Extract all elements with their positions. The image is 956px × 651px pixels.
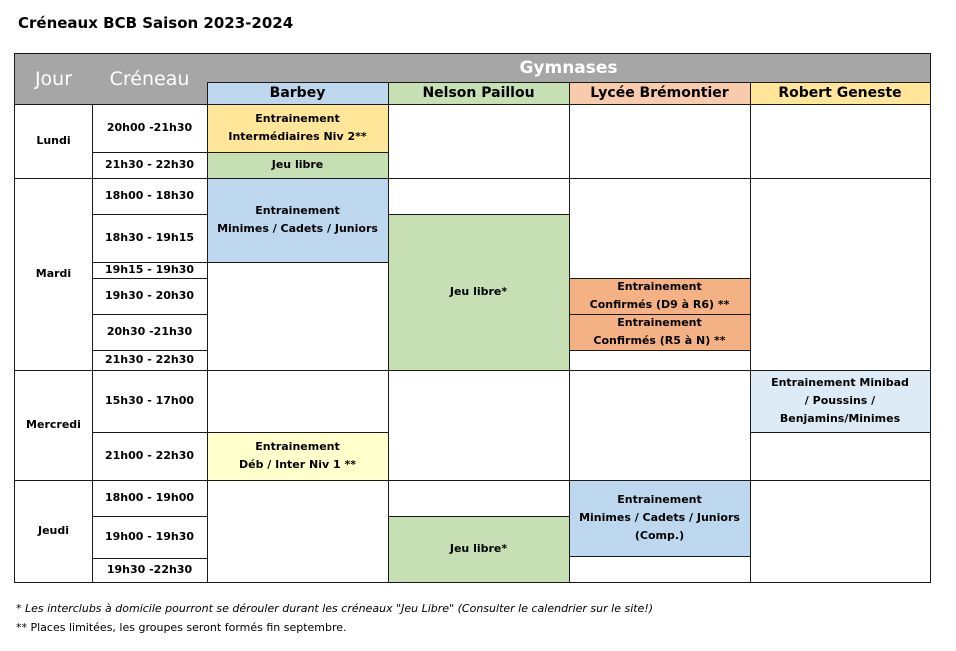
grid-line (92, 516, 207, 517)
grid-line (750, 432, 931, 433)
grid-line (388, 214, 569, 215)
grid-line (92, 104, 93, 582)
grid-line (14, 370, 931, 371)
grid-line (14, 582, 931, 583)
slot-jeudi-1: 18h00 - 19h00 (104, 491, 195, 504)
activity-jeudi-bremontier: Entrainement Minimes / Cadets / Juniors (Comp.) (569, 480, 750, 556)
grid-line (92, 432, 388, 433)
grid-line (92, 350, 207, 351)
page-title: Créneaux BCB Saison 2023-2024 (18, 14, 294, 32)
grid-line (92, 558, 207, 559)
activity-lundi-barbey-entrainement: Entrainement Intermédiaires Niv 2** (207, 104, 388, 152)
day-mardi: Mardi (35, 267, 72, 280)
slot-lundi-1: 20h00 -21h30 (106, 121, 193, 134)
header-jour: Jour (15, 54, 92, 104)
slot-mardi-5: 20h30 -21h30 (106, 325, 193, 338)
activity-jeudi-nelson: Jeu libre* (388, 516, 569, 582)
slot-lundi-2: 21h30 - 22h30 (104, 158, 195, 171)
slot-mardi-3: 19h15 - 19h30 (104, 263, 195, 276)
grid-line (14, 53, 15, 583)
slot-mardi-1: 18h00 - 18h30 (104, 189, 195, 202)
activity-mardi-nelson: Jeu libre* (388, 214, 569, 370)
activity-mercredi-geneste: Entrainement Minibad / Poussins / Benjamins/Minimes (750, 370, 930, 432)
slot-jeudi-3: 19h30 -22h30 (106, 563, 193, 576)
venue-barbey: Barbey (207, 82, 388, 104)
activity-mardi-barbey: Entrainement Minimes / Cadets / Juniors (207, 178, 388, 262)
grid-line (92, 314, 207, 315)
grid-line (569, 314, 750, 315)
slot-mercredi-2: 21h00 - 22h30 (104, 449, 195, 462)
venue-nelson-paillou: Nelson Paillou (388, 82, 569, 104)
grid-line (14, 104, 931, 105)
activity-mercredi-barbey: Entrainement Déb / Inter Niv 1 ** (207, 432, 388, 480)
grid-line (207, 82, 208, 582)
grid-line (930, 53, 931, 583)
header-gymnases: Gymnases (207, 54, 930, 82)
header-creneau: Créneau (92, 54, 207, 104)
slot-mardi-4: 19h30 - 20h30 (104, 289, 195, 302)
venue-robert-geneste: Robert Geneste (750, 82, 930, 104)
day-jeudi: Jeudi (37, 524, 70, 537)
grid-line (569, 82, 570, 582)
grid-line (569, 350, 750, 351)
grid-line (92, 262, 207, 263)
activity-lundi-barbey-jeu-libre: Jeu libre (207, 152, 388, 178)
grid-line (569, 556, 750, 557)
slot-mardi-2: 18h30 - 19h15 (104, 231, 195, 244)
grid-line (92, 278, 207, 279)
day-mercredi: Mercredi (26, 418, 81, 431)
grid-line (750, 82, 751, 582)
slot-mardi-6: 21h30 - 22h30 (104, 353, 195, 366)
grid-line (14, 178, 931, 179)
grid-line (92, 214, 207, 215)
day-lundi: Lundi (36, 134, 71, 147)
grid-line (92, 152, 388, 153)
slot-mercredi-1: 15h30 - 17h00 (104, 394, 195, 407)
footnote-interclubs: * Les interclubs à domicile pourront se dérouler durant les créneaux "Jeu Libre" (Consulter le calendrier sur le site!) (16, 602, 654, 615)
venue-lycee-bremontier: Lycée Brémontier (569, 82, 750, 104)
activity-mardi-bremontier-1: Entrainement Confirmés (D9 à R6) ** (569, 278, 750, 314)
grid-line (388, 516, 569, 517)
grid-line (14, 480, 931, 481)
activity-mardi-bremontier-2: Entrainement Confirmés (R5 à N) ** (569, 314, 750, 350)
grid-line (14, 53, 931, 54)
footnote-places-limitees: ** Places limitées, les groupes seront formés fin septembre. (16, 621, 347, 634)
grid-line (388, 82, 389, 582)
grid-line (207, 262, 388, 263)
slot-jeudi-2: 19h00 - 19h30 (104, 530, 195, 543)
grid-line (569, 278, 750, 279)
